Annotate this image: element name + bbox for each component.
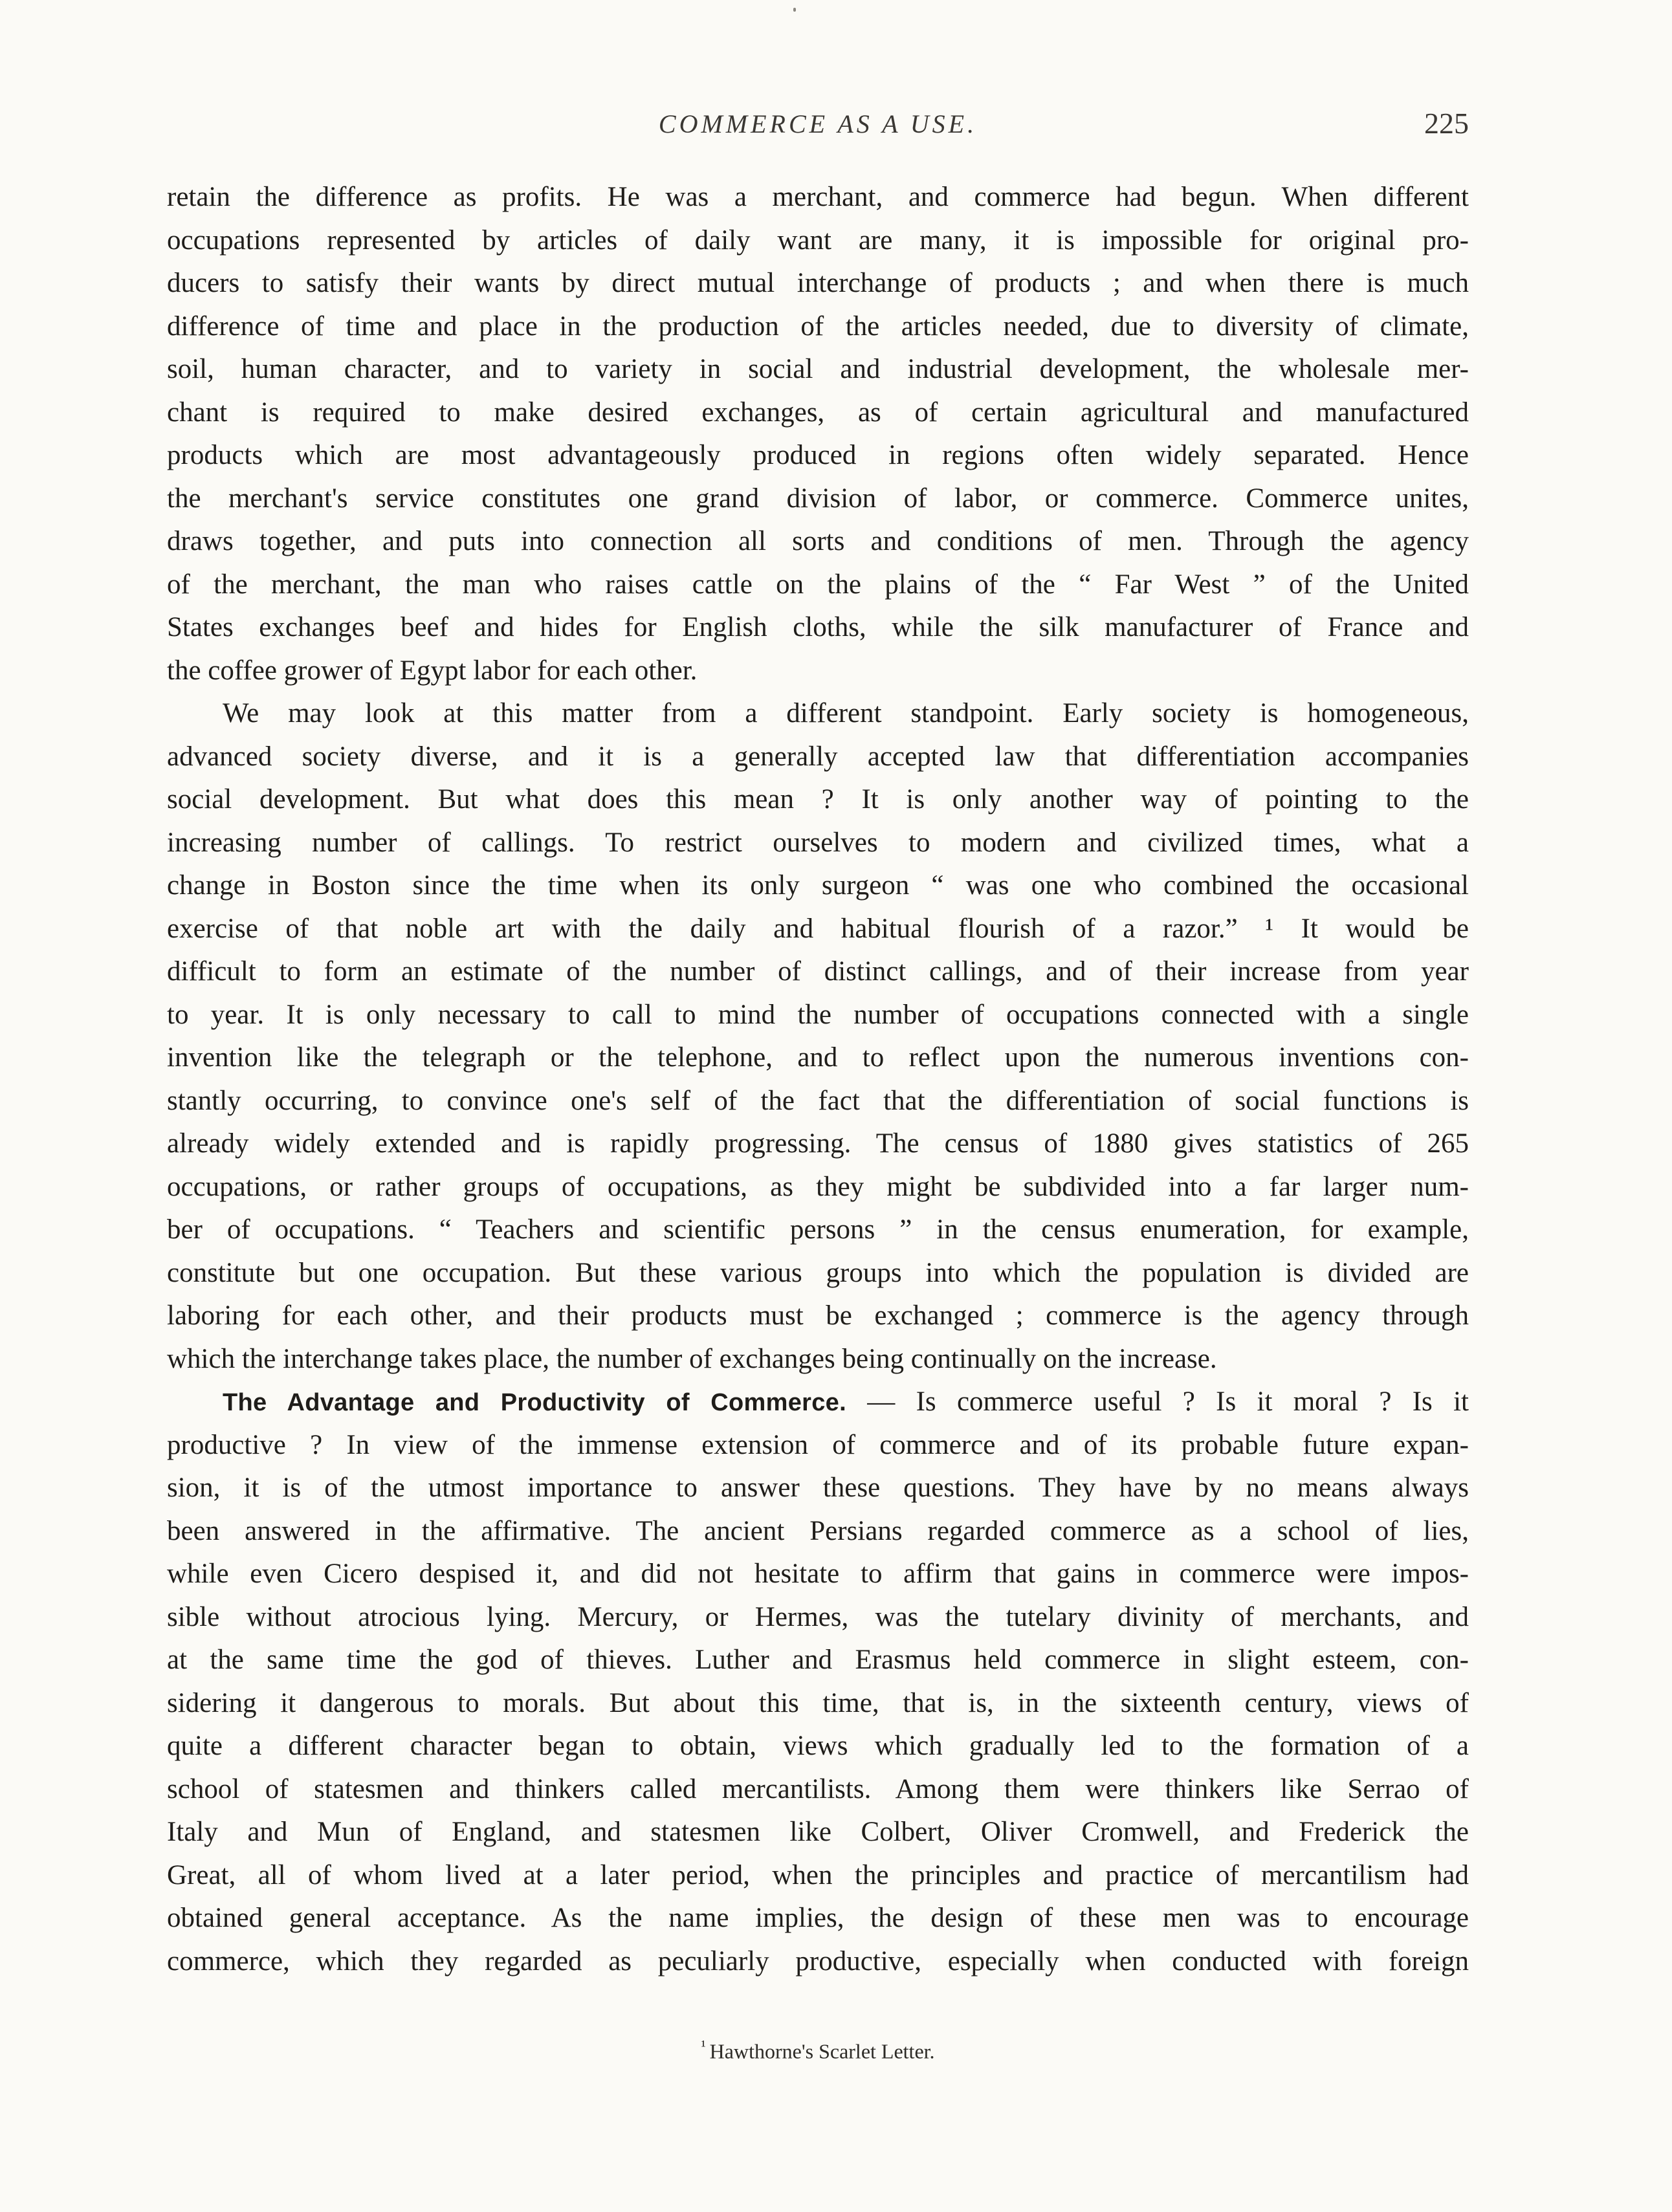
line-text: constitute but one occupation. But these various groups into which the population is divided are <box>167 1257 1469 1288</box>
text-line <box>167 1295 1469 1338</box>
line-text: Italy and Mun of England, and statesmen like Colbert, Oliver Cromwell, and Frederick the <box>167 1817 1469 1847</box>
line-text: which the interchange takes place, the number of exchanges being continually on the increase. <box>167 1343 1217 1374</box>
line-text: States exchanges beef and hides for English cloths, while the silk manufacturer of France and <box>167 612 1469 642</box>
line-text: the coffee grower of Egypt labor for each other. <box>167 655 698 686</box>
text-line <box>167 1166 1469 1209</box>
line-text: increasing number of callings. To restrict ourselves to modern and civilized times, what a <box>167 827 1469 858</box>
line-text: obtained general acceptance. As the name implies, the design of these men was to encourage <box>167 1903 1469 1933</box>
text-line <box>167 950 1469 994</box>
line-text: — Is commerce useful ? Is it moral ? Is it <box>846 1386 1469 1417</box>
text-line <box>167 1811 1469 1854</box>
line-text: laboring for each other, and their products must be exchanged ; commerce is the agency through <box>167 1300 1469 1331</box>
running-head <box>167 109 1469 154</box>
line-text: ber of occupations. “ Teachers and scientific persons ” in the census enumeration, for example, <box>167 1214 1469 1245</box>
line-text: already widely extended and is rapidly progressing. The census of 1880 gives statistics of 265 <box>167 1128 1469 1159</box>
line-text: difficult to form an estimate of the number of distinct callings, and of their increase from year <box>167 956 1469 987</box>
text-line <box>167 348 1469 391</box>
text-line <box>167 1252 1469 1295</box>
text-line <box>167 520 1469 564</box>
text-line <box>167 564 1469 607</box>
text-line <box>167 1122 1469 1166</box>
text-line <box>167 822 1469 865</box>
text-line <box>167 778 1469 822</box>
body-text <box>167 176 1469 1983</box>
text-line <box>167 219 1469 263</box>
line-text: sion, it is of the utmost importance to answer these questions. They have by no means always <box>167 1473 1469 1503</box>
text-line <box>167 1036 1469 1080</box>
text-line <box>167 1467 1469 1510</box>
page-number: 225 <box>1424 107 1469 140</box>
text-line <box>167 391 1469 435</box>
line-text: sible without atrocious lying. Mercury, or Hermes, was the tutelary divinity of merchants, and <box>167 1601 1469 1632</box>
line-text: social development. But what does this mean ? It is only another way of pointing to the <box>167 784 1469 815</box>
text-line <box>167 1854 1469 1898</box>
text-line <box>167 736 1469 779</box>
line-text: chant is required to make desired exchanges, as of certain agricultural and manufactured <box>167 397 1469 428</box>
line-text: exercise of that noble art with the daily and habitual flourish of a razor.” ¹ It would be <box>167 913 1469 944</box>
text-line <box>167 994 1469 1037</box>
line-text: at the same time the god of thieves. Luther and Erasmus held commerce in slight esteem, con- <box>167 1645 1469 1675</box>
line-text: ducers to satisfy their wants by direct mutual interchange of products ; and when there is much <box>167 268 1469 298</box>
line-text: to year. It is only necessary to call to mind the number of occupations connected with a single <box>167 999 1469 1030</box>
section-heading: The Advantage and Productivity of Commerce. <box>223 1389 846 1416</box>
line-text: quite a different character began to obtain, views which gradually led to the formation of a <box>167 1731 1469 1761</box>
text-line <box>167 1639 1469 1682</box>
line-text: of the merchant, the man who raises cattle on the plains of the “ Far West ” of the United <box>167 569 1469 600</box>
running-title: COMMERCE AS A USE. <box>658 109 978 138</box>
line-text: retain the difference as profits. He was a merchant, and commerce had begun. When different <box>167 182 1469 212</box>
line-text: advanced society diverse, and it is a generally accepted law that differentiation accompanies <box>167 741 1469 772</box>
footnote <box>167 2038 1469 2064</box>
line-text: soil, human character, and to variety in social and industrial development, the wholesale mer- <box>167 354 1469 384</box>
text-line <box>167 1338 1469 1381</box>
text-line <box>167 176 1469 219</box>
line-text: the merchant's service constitutes one grand division of labor, or commerce. Commerce unites, <box>167 483 1469 514</box>
text-line <box>167 1510 1469 1553</box>
text-line <box>167 262 1469 305</box>
text-line <box>167 1381 1469 1424</box>
text-line <box>167 650 1469 693</box>
line-text: occupations represented by articles of daily want are many, it is impossible for original pro- <box>167 224 1469 256</box>
line-text: while even Cicero despised it, and did not hesitate to affirm that gains in commerce were impos- <box>167 1559 1469 1589</box>
line-text: been answered in the affirmative. The ancient Persians regarded commerce as a school of lies, <box>167 1515 1469 1546</box>
print-speck <box>793 8 796 12</box>
text-line <box>167 1553 1469 1596</box>
line-text: change in Boston since the time when its only surgeon “ was one who combined the occasional <box>167 870 1469 901</box>
text-line <box>167 434 1469 477</box>
text-line <box>167 305 1469 349</box>
text-line <box>167 692 1469 736</box>
text-line <box>167 1080 1469 1123</box>
line-text: productive ? In view of the immense extension of commerce and of its probable future expan- <box>167 1429 1469 1460</box>
line-text: invention like the telegraph or the telephone, and to reflect upon the numerous inventions con- <box>167 1042 1469 1073</box>
footnote-mark: ¹ <box>701 2038 706 2055</box>
line-text: We may look at this matter from a different standpoint. Early society is homogeneous, <box>223 698 1469 728</box>
line-text: products which are most advantageously produced in regions often widely separated. Hence <box>167 440 1469 470</box>
text-line <box>167 1725 1469 1768</box>
text-line <box>167 1940 1469 1984</box>
text-line <box>167 1596 1469 1639</box>
text-line <box>167 1768 1469 1812</box>
line-text: commerce, which they regarded as peculiarly productive, especially when conducted with foreign <box>167 1945 1469 1977</box>
text-line <box>167 1682 1469 1725</box>
text-line <box>167 477 1469 521</box>
line-text: school of statesmen and thinkers called mercantilists. Among them were thinkers like Serrao of <box>167 1773 1469 1804</box>
text-line <box>167 1209 1469 1252</box>
footnote-text: Hawthorne's Scarlet Letter. <box>709 2039 935 2063</box>
text-line <box>167 864 1469 908</box>
text-line <box>167 1424 1469 1467</box>
text-line <box>167 606 1469 650</box>
line-text: occupations, or rather groups of occupations, as they might be subdivided into a far larger num- <box>167 1171 1469 1202</box>
line-text: Great, all of whom lived at a later period, when the principles and practice of mercantilism had <box>167 1859 1469 1890</box>
line-text: draws together, and puts into connection all sorts and conditions of men. Through the agency <box>167 526 1469 556</box>
line-text: sidering it dangerous to morals. But about this time, that is, in the sixteenth century, views of <box>167 1687 1469 1718</box>
text-line <box>167 1897 1469 1940</box>
line-text: difference of time and place in the production of the articles needed, due to diversity of climate, <box>167 311 1469 342</box>
text-line <box>167 908 1469 951</box>
line-text: stantly occurring, to convince one's self of the fact that the differentiation of social functions is <box>167 1085 1469 1116</box>
